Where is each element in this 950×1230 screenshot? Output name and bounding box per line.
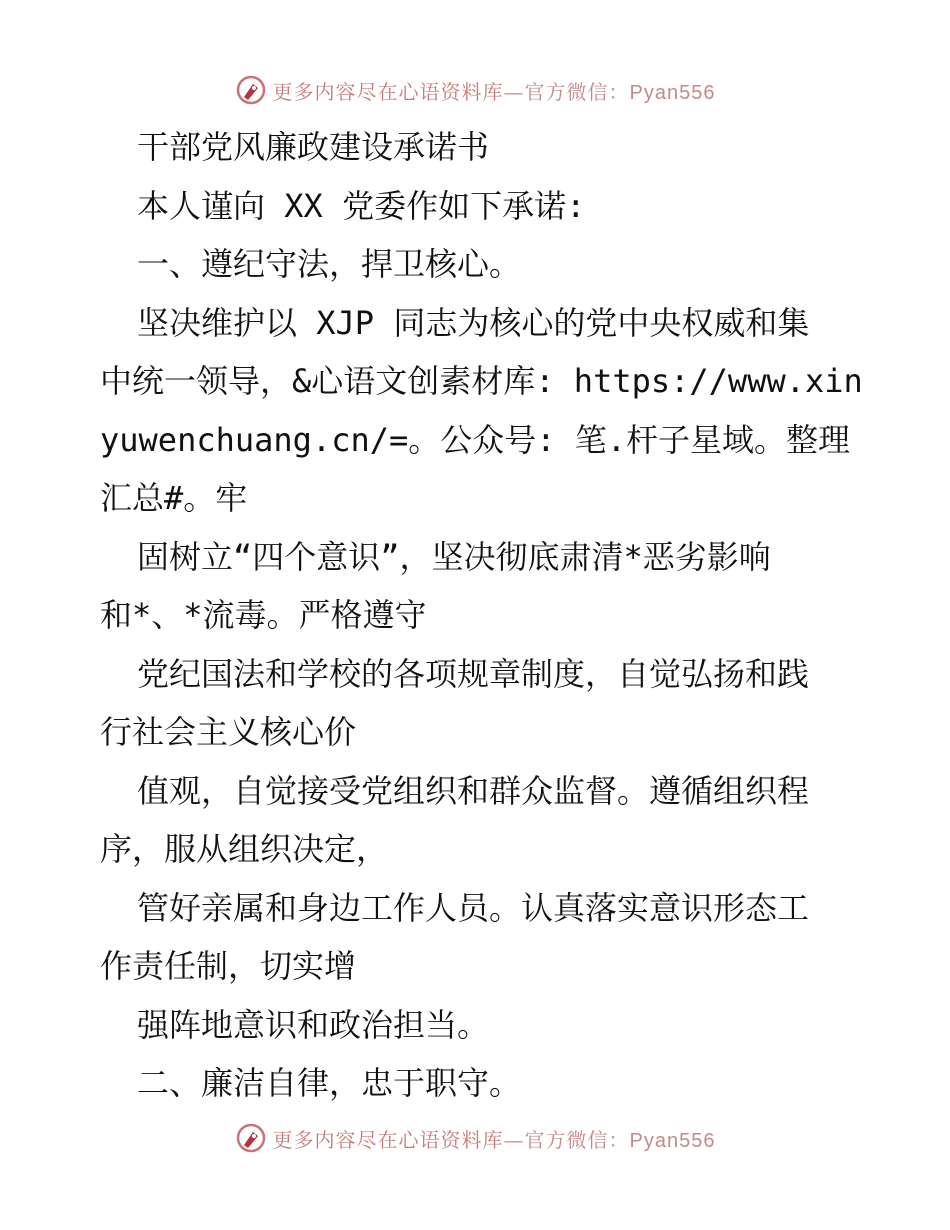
section-heading: 一、遵纪守法，捍卫核心。 [137,245,522,283]
watermark-brand: 更多内容尽在心语资料库 [272,1127,504,1152]
document-line: 本人谨向 XX 党委作如下承诺: [137,186,586,225]
watermark-brand: 更多内容尽在心语资料库 [272,79,504,104]
watermark-text [273,76,716,105]
document-line: 汇总#。牢 [100,479,248,517]
header-watermark [0,70,950,110]
document-line: 中统一领导，&心语文创素材库: https://www.xin [100,362,863,400]
document-line: 坚决维护以 XJP 同志为核心的党中央权威和集 [137,303,810,342]
watermark-dash: — [503,79,525,104]
watermark-official-label: 官方微信： [524,79,630,104]
document-line: 行社会主义核心价 [100,713,357,751]
watermark-account: Pyan556 [629,81,716,104]
document-line: yuwenchuang.cn/=。公众号: 笔.杆子星域。整理 [100,420,851,459]
footer-watermark [0,1118,950,1158]
pen-nib-circle-icon [235,1122,267,1154]
pen-nib-circle-icon [235,74,267,106]
watermark-text [273,1124,716,1153]
section-heading: 二、廉洁自律，忠于职守。 [137,1064,522,1102]
document-line: 作责任制，切实增 [100,947,357,985]
document-line: 值观，自觉接受党组织和群众监督。遵循组织程 [137,771,810,810]
document-line: 强阵地意识和政治担当。 [137,1005,490,1044]
document-line: 和*、*流毒。严格遵守 [100,596,427,634]
document-line: 序，服从组织决定， [100,830,389,868]
watermark-dash: — [503,1127,525,1152]
document-line: 党纪国法和学校的各项规章制度，自觉弘扬和践 [137,654,810,693]
document-line: 固树立“四个意识”，坚决彻底肃清*恶劣影响 [137,537,771,576]
watermark-official-label: 官方微信： [524,1127,630,1152]
document-title: 干部党风廉政建设承诺书 [137,128,490,166]
document-body [100,118,863,1113]
watermark-account: Pyan556 [629,1129,716,1152]
document-line: 管好亲属和身边工作人员。认真落实意识形态工 [137,888,810,927]
